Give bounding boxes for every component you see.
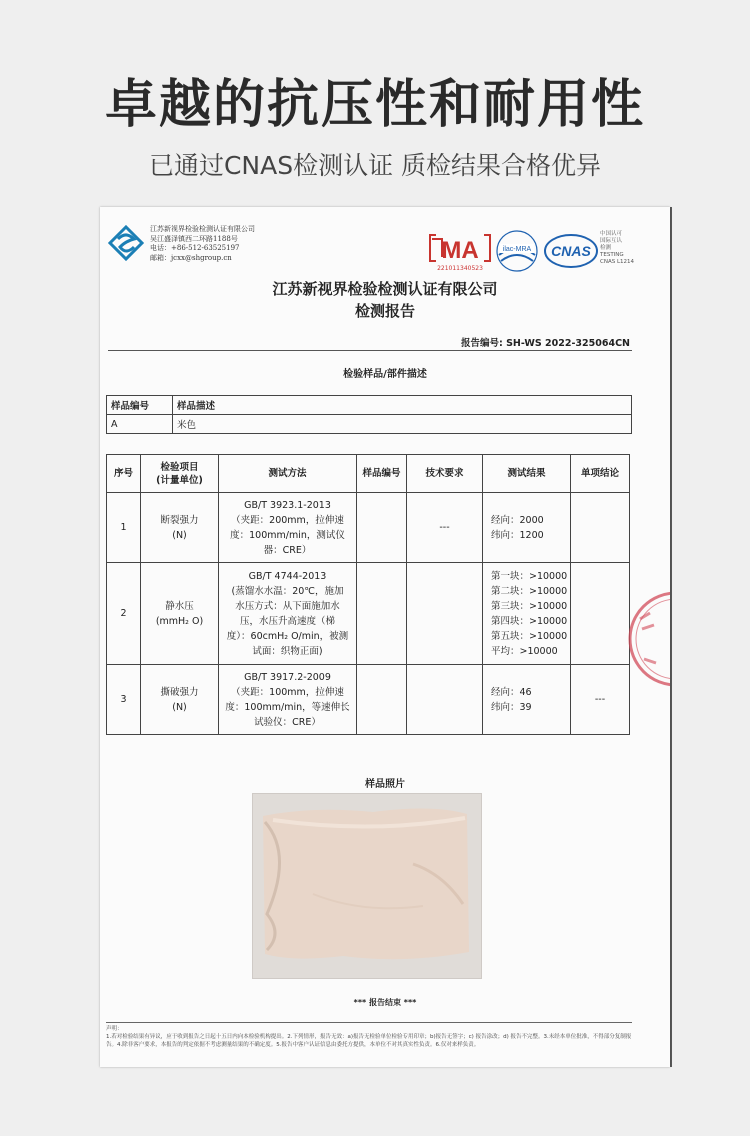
technical-requirement [407,665,483,735]
lab-info-line: 邮箱：jcxx@shgroup.cn [150,253,232,262]
testing-line: 国际互认 [600,238,623,244]
report-title: 检测报告 [354,302,415,320]
sample-number [357,665,407,735]
column-header: 技术要求 [407,455,483,493]
red-seal-stamp-icon [620,579,670,699]
sample-table [106,395,632,434]
table-row [107,665,630,735]
row-number: 3 [107,665,141,735]
sample-photo [252,793,482,979]
column-header: 测试方法 [219,455,357,493]
photo-title: 样品照片 [365,779,405,790]
column-header: 检验项目 (计量单位) [141,455,219,493]
svg-text:ilac-MRA: ilac-MRA [502,246,532,253]
lab-logo-icon [108,225,144,261]
test-result: 经向：2000 纬向：1200 [483,493,571,563]
report-number: 报告编号: SH-WS 2022-325064CN [460,338,630,349]
table-header-row [107,455,630,493]
company-name: 江苏新视界检验检测认证有限公司 [272,280,498,298]
testing-label [600,231,650,266]
column-header: 测试结果 [483,455,571,493]
footer-statement: 声明： 1.若对检验结果有异议，应于收到报告之日起十五日内向本检验机构提出。2.下列情形，报告无效：a)报告无检验单位检验专用印章；b)报告无签字；c) 报告涂改；d) 报告不完整。3.未经本单位批准，不得部分复制报告。4.除非客户要求，本报告的判定依据不考虑测量结果的不确定度。5.报告中客户认证信息由委托方提供，本单位不对其真实性负责。6.仅对来样负责。 [106,1022,632,1049]
ilac-mra-mark-icon [494,229,540,273]
test-method: GB/T 3923.1-2013 （夹距：200mm，拉伸速 度：100mm/min，测试仪 器：CRE） [219,493,357,563]
sample-table-header: 样品描述 [173,396,632,415]
lab-info-line: 吴江盛泽镇西二环路1188号 [150,234,238,243]
sample-table-cell: 米色 [173,415,632,434]
subline: 已通过CNAS检测认证 质检结果合格优异 [148,151,602,180]
sample-number [357,493,407,563]
sample-number [357,563,407,665]
sample-table-header: 样品编号 [107,396,173,415]
row-number: 2 [107,563,141,665]
technical-requirement [407,563,483,665]
report-document [100,207,670,1067]
row-number: 1 [107,493,141,563]
headline: 卓越的抗压性和耐用性 [104,75,645,135]
svg-text:CNAS: CNAS [551,243,591,259]
folded-fabric-icon [253,794,481,978]
item-conclusion [571,493,630,563]
testing-line: 检测 [600,245,612,251]
testing-line: TESTING [600,252,624,258]
lab-info-line: 电话：+86-512-63525197 [150,244,240,252]
report-end: *** 报告结束 *** [353,998,417,1007]
column-header: 单项结论 [571,455,630,493]
testing-line: CNAS L1214 [600,259,635,265]
test-method: GB/T 3917.2-2009 （夹距：100mm，拉伸速 度：100mm/min，等速伸长 试验仪：CRE） [219,665,357,735]
test-result: 第一块：>10000 第二块：>10000 第三块：>10000 第四块：>10000 第五块：>10000 平均：>10000 [483,563,571,665]
lab-info [150,225,255,263]
sample-table-cell: A [107,415,173,434]
testing-line: 中国认可 [600,231,623,237]
test-item: 撕破强力 (N) [141,665,219,735]
technical-requirement: --- [407,493,483,563]
sample-section-title: 检验样品/部件描述 [343,369,427,380]
test-result: 经向：46 纬向：39 [483,665,571,735]
column-header: 样品编号 [357,455,407,493]
column-header: 序号 [107,455,141,493]
cma-number: 221011340523 [437,265,483,272]
test-item: 断裂强力 (N) [141,493,219,563]
test-results-table [106,454,630,735]
table-row [107,563,630,665]
test-item: 静水压 (mmH₂ O) [141,563,219,665]
item-conclusion: --- [571,665,630,735]
svg-text:MA: MA [441,237,479,264]
cnas-mark-icon [544,233,598,269]
test-method: GB/T 4744-2013 (蒸馏水水温：20℃，施加 水压方式：从下面施加水 压，水压升高速度（梯 度）：60cmH₂ O/min，被测 试面：织物正面) [219,563,357,665]
divider [108,350,632,351]
table-row [107,493,630,563]
lab-info-line: 江苏新视界检验检测认证有限公司 [150,225,255,233]
